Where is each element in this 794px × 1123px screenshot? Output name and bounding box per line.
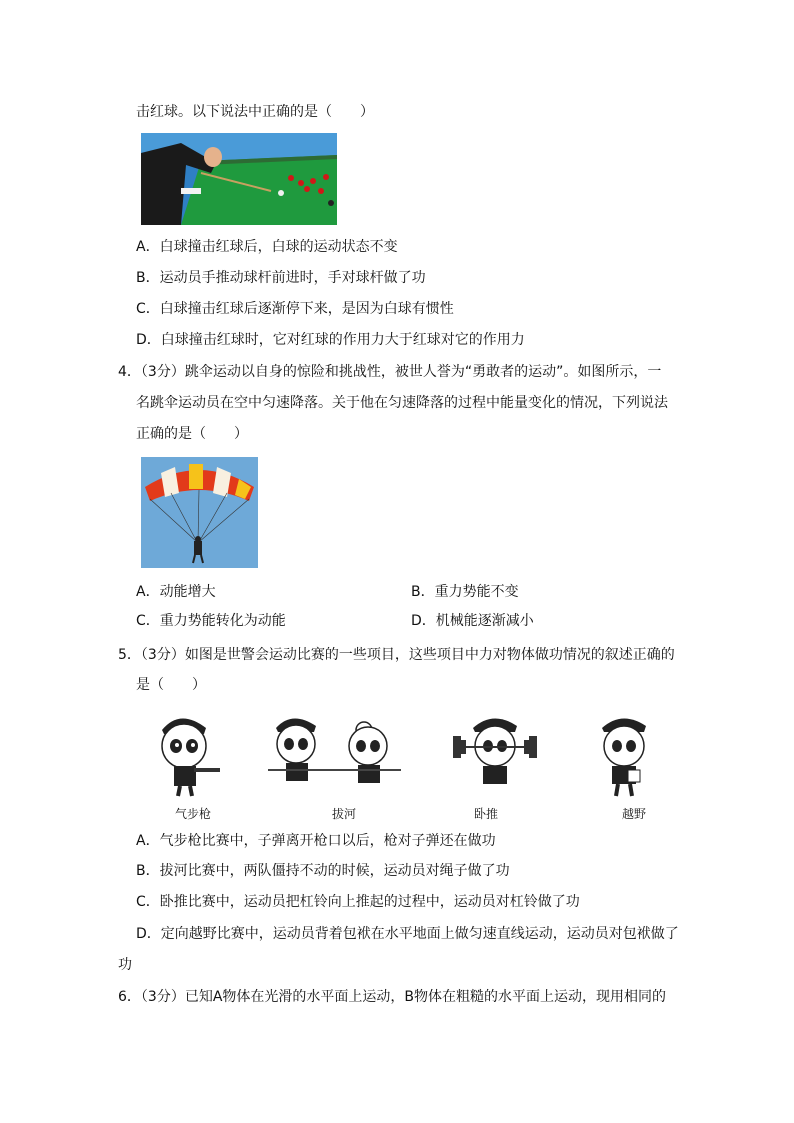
q5-option-d-wrap: 功: [118, 957, 132, 973]
q6-line-1: 6．（3分）已知A物体在光滑的水平面上运动，B物体在粗糙的水平面上运动，现用相同的: [118, 989, 666, 1005]
q5-option-c: C．卧推比赛中，运动员把杠铃向上推起的过程中，运动员对杠铃做了功: [136, 894, 580, 910]
panda-bench-press-illustration: [451, 708, 539, 798]
q5-option-a: A．气步枪比赛中，子弹离开枪口以后，枪对子弹还在做功: [136, 833, 496, 849]
panda-air-rifle-illustration: [150, 708, 230, 798]
caption-air-rifle: 气步枪: [175, 807, 212, 821]
q5-option-b: B．拔河比赛中，两队僵持不动的时候，运动员对绳子做了功: [136, 863, 510, 879]
q5-line-2: 是（ ）: [136, 677, 206, 693]
panda-tug-of-war-illustration: [268, 708, 401, 796]
q5-line-1: 5．（3分）如图是世警会运动比赛的一些项目，这些项目中力对物体做功情况的叙述正确的: [118, 647, 675, 663]
q3-option-b: B．运动员手推动球杆前进时，手对球杆做了功: [136, 270, 426, 286]
caption-cross-country: 越野: [622, 807, 647, 821]
q4-option-b: B．重力势能不变: [411, 584, 519, 600]
q4-line-3: 正确的是（ ）: [136, 426, 248, 442]
panda-cross-country-illustration: [588, 708, 664, 800]
q3-option-c: C．白球撞击红球后逐渐停下来，是因为白球有惯性: [136, 301, 454, 317]
q3-option-d: D．白球撞击红球时，它对红球的作用力大于红球对它的作用力: [136, 332, 525, 348]
q4-line-2: 名跳伞运动员在空中匀速降落。关于他在匀速降落的过程中能量变化的情况，下列说法: [136, 395, 668, 411]
q4-option-a: A．动能增大: [136, 584, 216, 600]
parachute-photo: [141, 457, 258, 568]
caption-tug-of-war: 拔河: [332, 807, 357, 821]
q3-stem-tail: 击红球。以下说法中正确的是（ ）: [136, 104, 374, 120]
caption-bench-press: 卧推: [474, 807, 499, 821]
q3-option-a: A．白球撞击红球后，白球的运动状态不变: [136, 239, 398, 255]
q5-option-d: D．定向越野比赛中，运动员背着包袱在水平地面上做匀速直线运动，运动员对包袱做了: [136, 926, 679, 942]
q4-line-1: 4．（3分）跳伞运动以自身的惊险和挑战性，被世人誉为“勇敢者的运动”。如图所示，一: [118, 364, 662, 380]
q4-option-c: C．重力势能转化为动能: [136, 613, 286, 629]
snooker-photo: [141, 133, 337, 225]
q4-option-d: D．机械能逐渐减小: [411, 613, 534, 629]
